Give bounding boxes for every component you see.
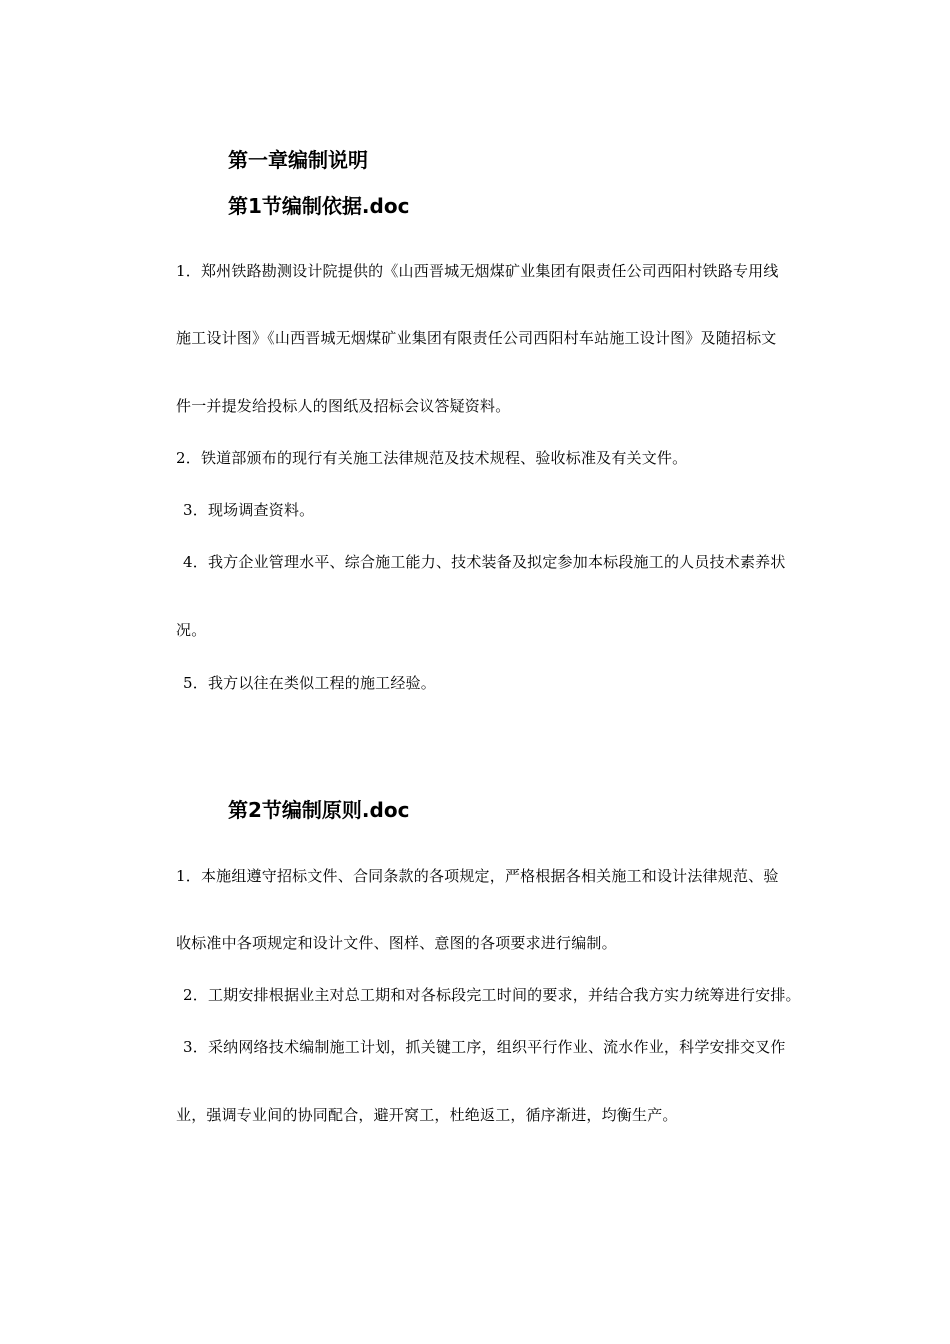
section-2-line-4: 3．采纳网络技术编制施工计划，抓关键工序，组织平行作业、流水作业，科学安排交叉作 — [183, 1038, 786, 1056]
section-2-title: 第2节编制原则.doc — [228, 798, 410, 822]
section-2-line-1: 1．本施组遵守招标文件、合同条款的各项规定，严格根据各相关施工和设计法律规范、验 — [176, 867, 779, 885]
section-1-line-4: 2．铁道部颁布的现行有关施工法律规范及技术规程、验收标准及有关文件。 — [176, 449, 688, 467]
section-1-line-1: 1．郑州铁路勘测设计院提供的《山西晋城无烟煤矿业集团有限责任公司西阳村铁路专用线 — [176, 262, 779, 280]
section-1-line-6: 4．我方企业管理水平、综合施工能力、技术装备及拟定参加本标段施工的人员技术素养状 — [183, 553, 786, 571]
chapter-title: 第一章编制说明 — [228, 148, 368, 172]
section-2-line-3: 2．工期安排根据业主对总工期和对各标段完工时间的要求，并结合我方实力统筹进行安排。 — [183, 986, 801, 1004]
section-1-line-3: 件一并提发给投标人的图纸及招标会议答疑资料。 — [176, 397, 511, 415]
section-2-line-5: 业，强调专业间的协同配合，避开窝工，杜绝返工，循序渐进，均衡生产。 — [176, 1106, 678, 1124]
section-1-line-5: 3．现场调查资料。 — [183, 501, 315, 519]
section-1-line-2: 施工设计图》《山西晋城无烟煤矿业集团有限责任公司西阳村车站施工设计图》及随招标文 — [176, 329, 777, 347]
section-2-line-2: 收标准中各项规定和设计文件、图样、意图的各项要求进行编制。 — [176, 934, 617, 952]
section-1-title: 第1节编制依据.doc — [228, 194, 410, 218]
section-1-line-8: 5．我方以往在类似工程的施工经验。 — [183, 674, 436, 692]
section-1-line-7: 况。 — [176, 621, 207, 639]
